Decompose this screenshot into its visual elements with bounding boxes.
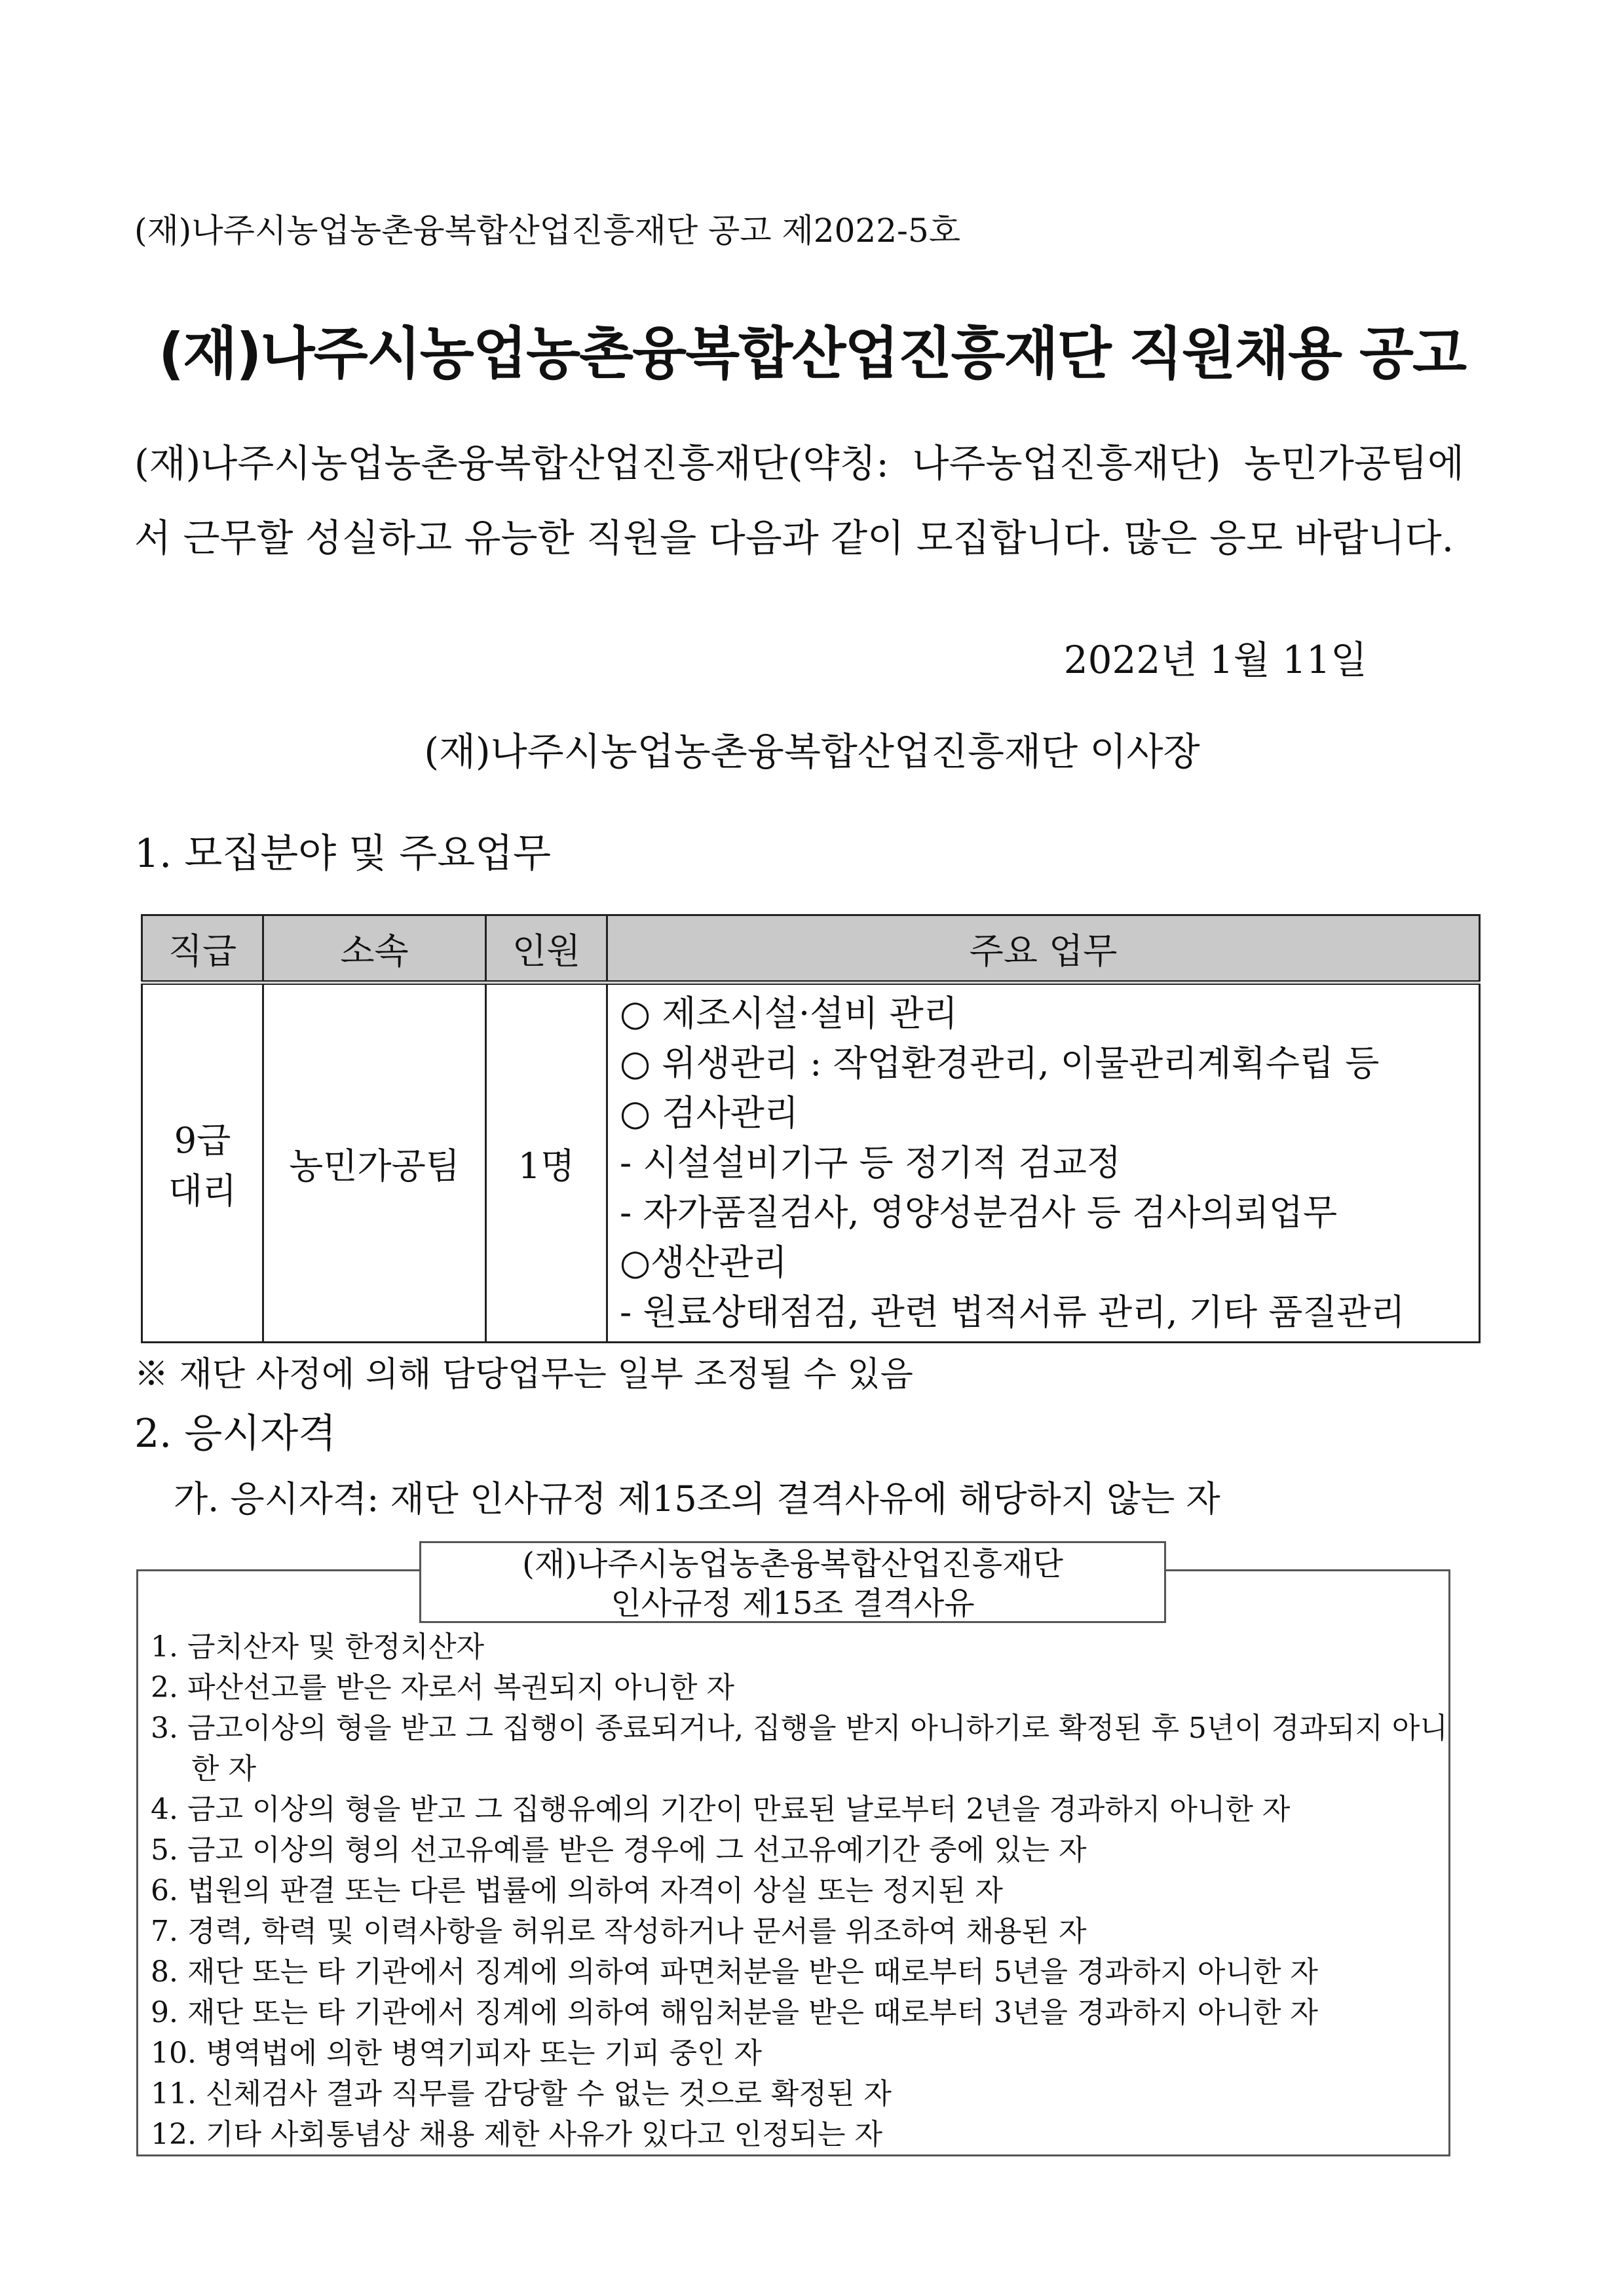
grade-cell: [142, 983, 263, 1343]
notice-number: (재)나주시농업농촌융복합산업진흥재단 공고 제2022-5호: [134, 212, 961, 250]
list-item: 3. 금고이상의 형을 받고 그 집행이 종료되거나, 집행을 받지 아니하기로 확정된 후 5년이 경과되지 아니한 자: [151, 1712, 1448, 1786]
box-title-line2: 인사규정 제15조 결격사유: [611, 1585, 975, 1622]
header-grade: 직급: [142, 915, 263, 983]
list-item: 5. 금고 이상의 형의 선고유예를 받은 경우에 그 선고유예기간 중에 있는 자: [151, 1833, 1087, 1867]
duty-item: - 원료상태점검, 관련 법적서류 관리, 기타 품질관리: [620, 1292, 1405, 1333]
duty-item: ○생산관리: [620, 1242, 787, 1283]
headcount-cell: 1명: [486, 983, 607, 1343]
grade-title: 대리: [168, 1170, 237, 1212]
recruitment-table: [141, 914, 1481, 1343]
list-item: 2. 파산선고를 받은 자로서 복권되지 아니한 자: [151, 1671, 734, 1704]
list-item: 11. 신체검사 결과 직무를 감당할 수 없는 것으로 확정된 자: [151, 2077, 892, 2111]
duty-item: ○ 위생관리 : 작업환경관리, 이물관리계획수립 등: [620, 1043, 1380, 1084]
list-item: 8. 재단 또는 타 기관에서 징계에 의하여 파면처분을 받은 때로부터 5년을 경과하지 아니한 자: [151, 1955, 1318, 1989]
duty-item: ○ 제조시설·설비 관리: [620, 993, 958, 1034]
signer: (재)나주시농업농촌융복합산업진흥재단 이사장: [424, 729, 1200, 774]
section2-title: 2. 응시자격: [134, 1411, 337, 1457]
section1-title: 1. 모집분야 및 주요업무: [134, 831, 552, 877]
page-title: (재)나주시농업농촌융복합산업진흥재단 직원채용 공고: [158, 321, 1466, 387]
table-row: [142, 983, 1480, 1343]
duty-item: - 시설설비기구 등 정기적 검교정: [620, 1142, 1122, 1183]
header-headcount: 인원: [486, 915, 607, 983]
section1-note: ※ 재단 사정에 의해 담당업무는 일부 조정될 수 있음: [134, 1355, 913, 1394]
department-cell: 농민가공팀: [263, 983, 486, 1343]
header-department: 소속: [263, 915, 486, 983]
list-item: 12. 기타 사회통념상 채용 제한 사유가 있다고 인정되는 자: [151, 2118, 882, 2151]
table-header-row: [142, 915, 1480, 983]
list-item: 9. 재단 또는 타 기관에서 징계에 의하여 해임처분을 받은 때로부터 3년을 경과하지 아니한 자: [151, 1996, 1318, 2029]
notice-date: 2022년 1월 11일: [1063, 638, 1367, 682]
duty-item: ○ 검사관리: [620, 1092, 799, 1134]
box-title-line1: (재)나주시농업농촌융복합산업진흥재단: [522, 1546, 1063, 1582]
list-item: 6. 법원의 판결 또는 다른 법률에 의하여 자격이 상실 또는 정지된 자: [151, 1874, 1003, 1907]
list-item: 4. 금고 이상의 형을 받고 그 집행유예의 기간이 만료된 날로부터 2년을 경과하지 아니한 자: [151, 1793, 1291, 1826]
disqualification-box-title: [419, 1541, 1166, 1623]
list-item: 10. 병역법에 의한 병역기피자 또는 기피 중인 자: [151, 2037, 762, 2070]
duty-item: - 자가품질검사, 영양성분검사 등 검사의뢰업무: [620, 1192, 1338, 1233]
duties-cell: [607, 983, 1480, 1343]
grade-level: 9급: [174, 1120, 231, 1161]
qualification-text: 가. 응시자격: 재단 인사규정 제15조의 결격사유에 해당하지 않는 자: [174, 1478, 1220, 1520]
intro-paragraph: (재)나주시농업농촌융복합산업진흥재단(약칭: 나주농업진흥재단) 농민가공팀에서 근무할 성실하고 유능한 직원을 다음과 같이 모집합니다. 많은 응모 바랍니다.: [134, 441, 1464, 560]
list-item: 7. 경력, 학력 및 이력사항을 허위로 작성하거나 문서를 위조하여 채용된 자: [151, 1915, 1087, 1948]
disqualification-list: [151, 1627, 1448, 2155]
list-item: 1. 금치산자 및 한정치산자: [151, 1630, 484, 1664]
header-duties: 주요 업무: [607, 915, 1480, 983]
